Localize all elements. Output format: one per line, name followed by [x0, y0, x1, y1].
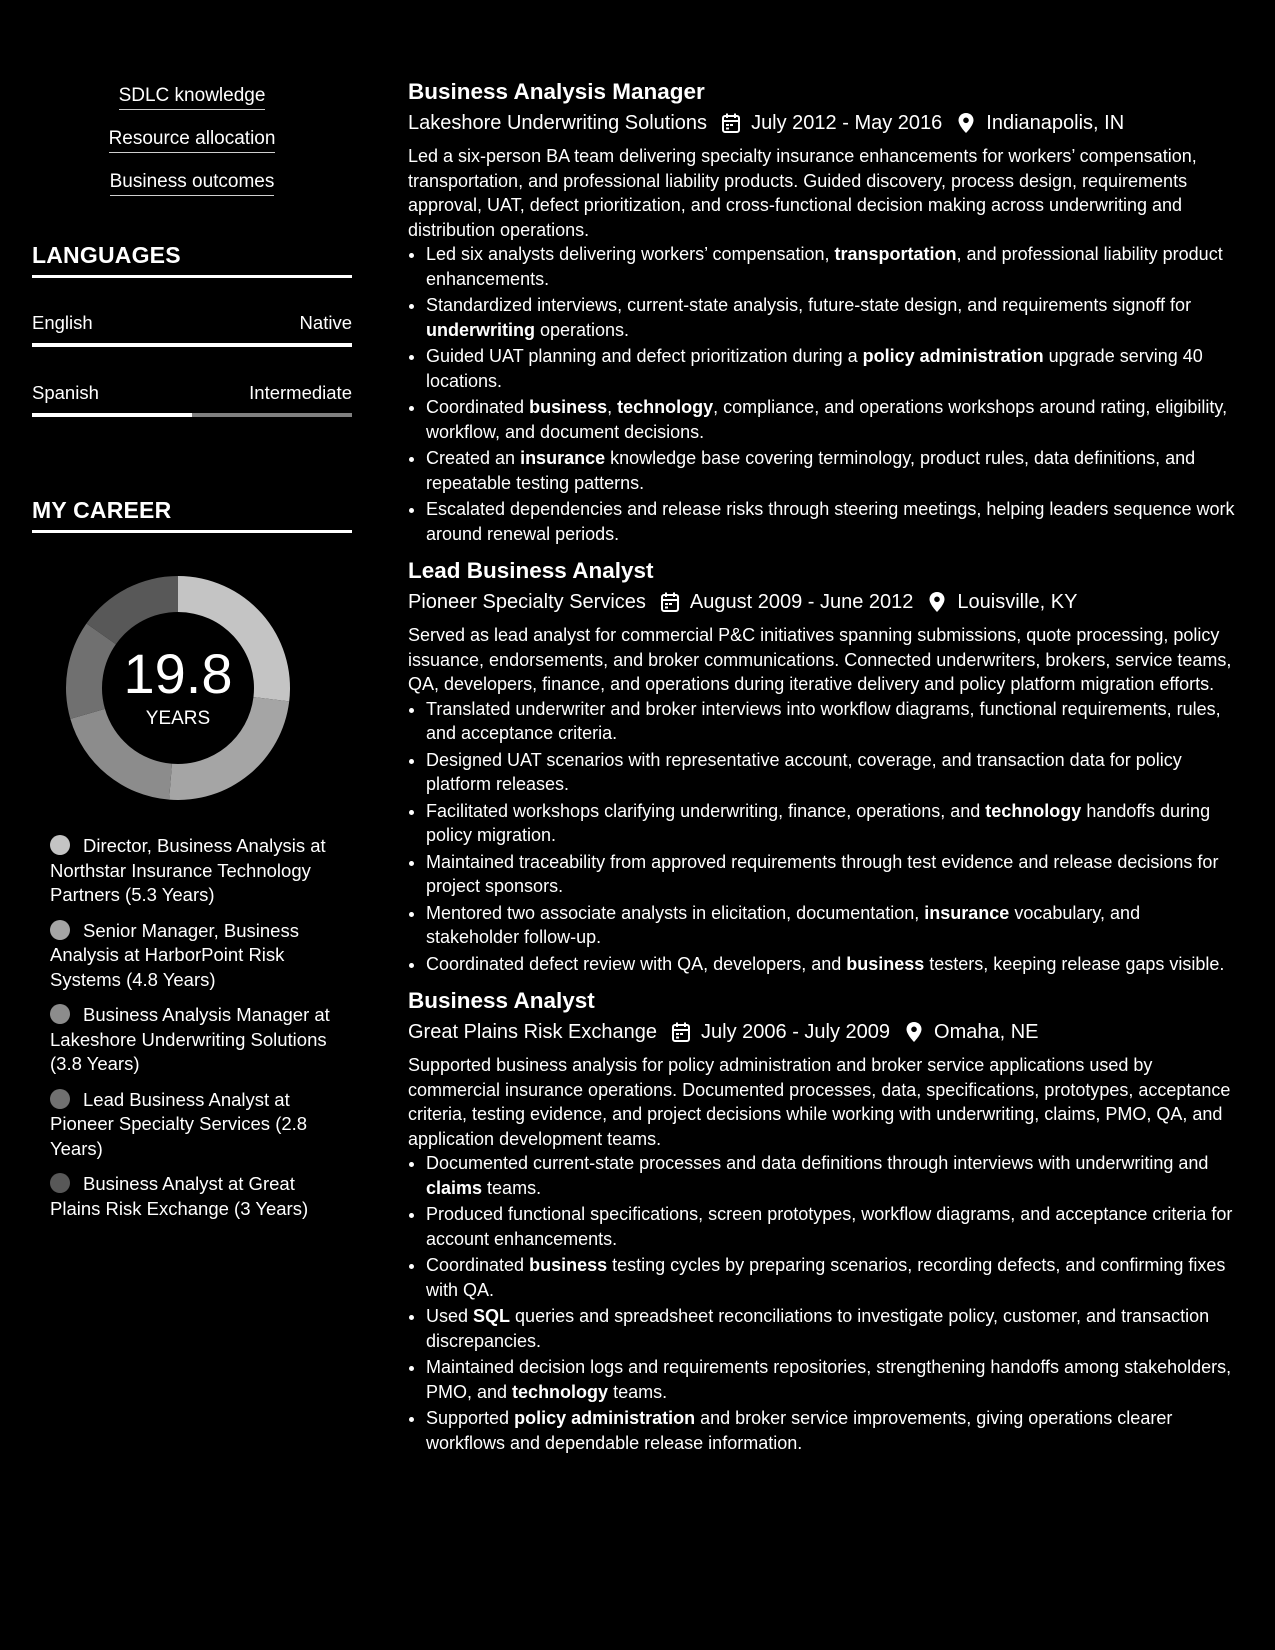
bullet-text: and broker service improvements, giving operations clearer workflows and dependable release information. [426, 1408, 1173, 1453]
skill-tag: Business outcomes [110, 170, 275, 196]
job-bullet [426, 1253, 1238, 1302]
job-company: Great Plains Risk Exchange [408, 1021, 658, 1043]
job-title: Business Analysis Manager [408, 79, 705, 104]
job-summary: Supported business analysis for policy administration and broker service applications used by commercial insurance operations. Documented processes, data, specifications, prototypes, acceptance criteria, testing evidence, and project decisions while working with underwriting, claims, PMO, QA, and application development teams. [408, 1055, 1231, 1149]
language-proficiency-bar [32, 343, 352, 347]
bullet-keyword: technology [512, 1381, 609, 1402]
language-name: English [32, 312, 93, 333]
experience-section [408, 76, 1238, 1464]
bullet-text: Coordinated [426, 1255, 530, 1275]
job-meta [408, 108, 1238, 138]
bullet-keyword: insurance [924, 902, 1010, 923]
bullet-keyword: SQL [473, 1306, 511, 1326]
bullet-keyword: policy administration [514, 1408, 696, 1428]
job-title: Business Analyst [408, 988, 595, 1013]
bullet-keyword: insurance [520, 448, 606, 468]
calendar-icon [660, 591, 680, 613]
bullet-keyword: business [529, 1255, 608, 1275]
job-meta [408, 587, 1238, 617]
bullet-text: Standardized interviews, current-state analysis, future-state design, and requirements signoff for [426, 295, 1192, 315]
language-level: Native [299, 312, 352, 333]
bullet-text: Translated underwriter and broker interviews into workflow diagrams, functional requirements, rules, and acceptance criteria. [426, 698, 1221, 743]
job-dates: July 2012 - May 2016 [751, 112, 943, 134]
bullet-text: , and professional liability product enhancements. [426, 244, 1223, 289]
bullet-text: Maintained decision logs and requirements repositories, strengthening handoffs among stakeholders, PMO, and [426, 1357, 1232, 1402]
language-item [32, 312, 352, 347]
job-location: Louisville, KY [957, 591, 1078, 613]
job-company: Pioneer Specialty Services [408, 591, 646, 613]
legend-dot-icon [50, 1173, 70, 1193]
bullet-keyword: technology [617, 397, 714, 417]
bullet-keyword: underwriting [426, 319, 535, 340]
job-bullet [426, 799, 1238, 848]
bullet-text: vocabulary, and stakeholder follow-up. [426, 902, 1141, 947]
job-title: Lead Business Analyst [408, 558, 654, 583]
bullet-text: queries and spreadsheet reconciliations to investigate policy, customer, and transaction discrepancies. [426, 1306, 1210, 1351]
bullet-text: Mentored two associate analysts in elicitation, documentation, [426, 902, 925, 923]
legend-dot-icon [50, 920, 70, 940]
job-bullet [426, 1151, 1238, 1200]
bullet-keyword: business [846, 953, 925, 974]
job-bullet [426, 497, 1238, 546]
bullet-text: Produced functional specifications, screen prototypes, workflow diagrams, and acceptance criteria for account enhancements. [426, 1204, 1233, 1249]
career-legend-item [50, 834, 340, 908]
job-bullets [408, 1151, 1238, 1455]
bullet-text: Designed UAT scenarios with representative account, coverage, and transaction data for policy platform releases. [426, 749, 1182, 794]
bullet-text: Created an [426, 448, 521, 468]
career-legend-label: Business Analysis Manager at Lakeshore Underwriting Solutions (3.8 Years) [50, 1004, 330, 1074]
job-meta [408, 1017, 1238, 1047]
location-pin-icon [927, 591, 947, 613]
bullet-text: Escalated dependencies and release risks through steering meetings, helping leaders sequence work around renewal periods. [426, 499, 1235, 544]
bullet-text: Maintained traceability from approved requirements through test evidence and release decisions for project sponsors. [426, 851, 1219, 896]
job-bullet [426, 1202, 1238, 1251]
career-donut-chart [66, 576, 290, 800]
career-heading: MY CAREER [32, 497, 352, 533]
job-bullet [426, 1355, 1238, 1404]
bullet-text: , [607, 397, 618, 417]
job-bullet [426, 952, 1238, 977]
legend-dot-icon [50, 835, 70, 855]
job-entry [408, 985, 1238, 1455]
bullet-text: teams. [482, 1177, 542, 1198]
legend-dot-icon [50, 1004, 70, 1024]
bullet-text: Used [426, 1306, 474, 1326]
career-legend-label: Senior Manager, Business Analysis at HarborPoint Risk Systems (4.8 Years) [50, 919, 299, 990]
bullet-text: , compliance, and operations workshops around rating, eligibility, workflow, and document decisions. [426, 397, 1228, 442]
job-entry [408, 76, 1238, 546]
job-dates: July 2006 - July 2009 [701, 1021, 891, 1043]
language-proficiency-fill [32, 343, 352, 347]
bullet-text: Coordinated defect review with QA, developers, and [426, 953, 847, 974]
language-level: Intermediate [249, 382, 352, 403]
legend-dot-icon [50, 1089, 70, 1109]
job-entry [408, 555, 1238, 976]
career-legend-label: Director, Business Analysis at Northstar Insurance Technology Partners (5.3 Years) [50, 835, 326, 905]
career-legend-label: Business Analyst at Great Plains Risk Exchange (3 Years) [50, 1173, 309, 1219]
location-pin-icon [904, 1021, 924, 1043]
job-summary: Led a six-person BA team delivering specialty insurance enhancements for workers’ compensation, transportation, and professional liability products. Guided discovery, process design, requirements approval, UAT, defect prioritization, and cross-functional decision making across underwriting and distribution operations. [408, 146, 1197, 240]
job-bullet [426, 446, 1238, 495]
career-legend-item [50, 1172, 340, 1221]
career-legend-label: Lead Business Analyst at Pioneer Specialty Services (2.8 Years) [50, 1088, 308, 1159]
calendar-icon [671, 1021, 691, 1043]
bullet-text: testers, keeping release gaps visible. [924, 953, 1225, 974]
skills-list [32, 84, 352, 213]
language-item [32, 382, 352, 417]
bullet-keyword: transportation [834, 244, 957, 264]
career-total-years: 19.8 [123, 642, 233, 705]
bullet-text: Coordinated [426, 397, 530, 417]
career-total-unit: YEARS [145, 708, 211, 729]
bullet-text: handoffs during policy migration. [426, 800, 1211, 845]
location-pin-icon [956, 112, 976, 134]
job-bullet [426, 697, 1238, 746]
job-bullet [426, 293, 1238, 342]
bullet-text: Documented current-state processes and data definitions through interviews with underwriting and [426, 1153, 1209, 1173]
job-bullets [408, 242, 1238, 546]
bullet-text: teams. [608, 1381, 668, 1402]
job-bullet [426, 395, 1238, 444]
language-proficiency-fill [32, 413, 192, 417]
career-legend-item [50, 919, 340, 993]
job-bullet [426, 1304, 1238, 1353]
languages-heading: LANGUAGES [32, 242, 352, 278]
bullet-keyword: business [529, 397, 608, 417]
job-bullet [426, 344, 1238, 393]
job-bullets [408, 697, 1238, 977]
career-legend-item [50, 1003, 340, 1077]
bullet-text: Guided UAT planning and defect prioritization during a [426, 346, 863, 366]
calendar-icon [721, 112, 741, 134]
career-legend-item [50, 1088, 340, 1162]
job-location: Omaha, NE [934, 1021, 1039, 1043]
job-location: Indianapolis, IN [986, 112, 1125, 134]
job-bullet [426, 748, 1238, 797]
skill-tag: Resource allocation [109, 127, 276, 153]
language-name: Spanish [32, 382, 99, 403]
bullet-keyword: policy administration [862, 346, 1044, 366]
job-bullet [426, 242, 1238, 291]
career-legend [50, 834, 340, 1232]
language-proficiency-bar [32, 413, 352, 417]
bullet-keyword: technology [985, 800, 1082, 821]
job-bullet [426, 901, 1238, 950]
job-dates: August 2009 - June 2012 [689, 591, 914, 613]
skill-tag: SDLC knowledge [119, 84, 266, 110]
job-summary: Served as lead analyst for commercial P&C initiatives spanning submissions, quote processing, policy issuance, endorsements, and broker communications. Connected underwriters, brokers, service teams, QA, developers, finance, and operations during iterative delivery and policy platform migration efforts. [408, 625, 1232, 694]
bullet-text: Facilitated workshops clarifying underwriting, finance, operations, and [426, 800, 986, 821]
bullet-text: upgrade serving 40 locations. [426, 346, 1203, 391]
job-company: Lakeshore Underwriting Solutions [408, 112, 708, 134]
bullet-text: testing cycles by preparing scenarios, recording defects, and confirming fixes with QA. [426, 1255, 1226, 1300]
job-bullet [426, 850, 1238, 899]
bullet-text: operations. [535, 319, 630, 340]
bullet-text: Led six analysts delivering workers’ compensation, [426, 244, 835, 264]
bullet-text: knowledge base covering terminology, product rules, data definitions, and repeatable testing patterns. [426, 448, 1196, 493]
bullet-text: Supported [426, 1408, 515, 1428]
bullet-keyword: claims [426, 1177, 483, 1198]
job-bullet [426, 1406, 1238, 1455]
